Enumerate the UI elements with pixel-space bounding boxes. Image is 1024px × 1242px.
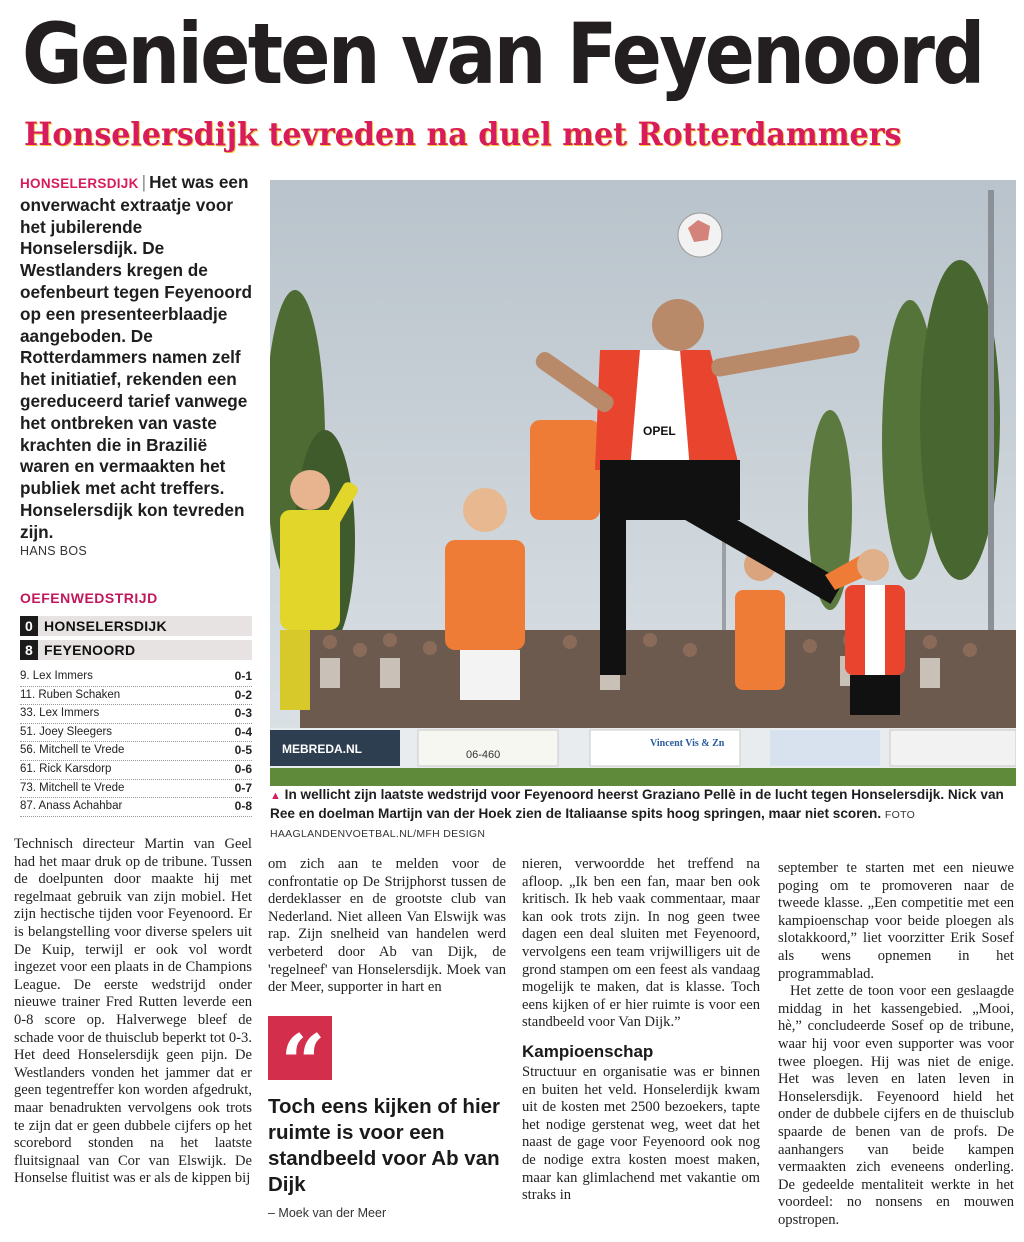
away-score: 8 <box>20 640 38 660</box>
board-text-3: 06-460 <box>466 749 501 761</box>
goal-result: 0-8 <box>234 799 252 814</box>
goal-row <box>20 705 252 724</box>
board-text-1: MEBREDA.NL <box>282 742 362 756</box>
goal-result: 0-6 <box>234 761 252 776</box>
away-team: FEYENOORD <box>44 642 136 658</box>
intro-text: Het was een onverwacht extraatje voor het jubilerende Honselersdijk. De Westlanders kregen de oefenbeurt tegen Feyenoord op een presenteerblaadje aangeboden. De Rotterdammers namen zelf het initiatief, rekenden een gereduceerd tarief vanwege het ontbreken van vaste krachten die in Brazilië waren en vermaakten het publiek met acht treffers. Honselersdijk kon tevreden zijn. <box>20 172 253 542</box>
home-score: 0 <box>20 616 38 636</box>
section-heading: Kampioenschap <box>522 1041 654 1061</box>
caption-triangle-icon: ▲ <box>270 790 281 802</box>
goal-scorer: 11. Ruben Schaken <box>20 688 121 701</box>
goal-result: 0-3 <box>234 706 252 721</box>
body-column-2 <box>268 856 506 997</box>
body-column-1 <box>14 836 252 1188</box>
headline: Genieten van Feyenoord <box>22 5 983 103</box>
photo-credit: FOTO HAAGLANDENVOETBAL.NL/MFH DESIGN <box>270 809 916 840</box>
quote-mark-icon: “ <box>268 1016 332 1080</box>
goal-scorer: 56. Mitchell te Vrede <box>20 744 125 757</box>
goal-row <box>20 761 252 780</box>
match-photo <box>270 180 1016 786</box>
away-score-row <box>20 640 252 660</box>
goal-row <box>20 687 252 706</box>
body-column-4 <box>778 860 1014 1229</box>
body-paragraph: Technisch directeur Martin van Geel had het maar druk op de tribune. Tussen de doelpunten door maakte hij met regelmaat gebruik van zijn mobiel. Het zijn hectische tijden voor Feyenoord. Er is belangstelling voor diverse spelers uit De Kuip, terwijl er ook vol wordt ingezet voor een plaats in de Champions League. De eerste wedstrijd onder nieuwe trainer Fred Rutten leverde een 0-8 score op. Halverwege bleef de schade voor de thuisclub beperkt tot 0-3. Het deed Honselersdijk geen pijn. De Westlanders vonden het jammer dat er geen tegentreffer kon worden afgedrukt, maar benadrukten vervolgens ook trots te zijn dat er geen dubbele cijfers op het scorebord stonden na het laatste fluitsignaal van Cor van Elswijk. De Honselse fluitist was er als de kippen bij <box>14 836 252 1187</box>
subheadline: Honselersdijk tevreden na duel met Rotterdammers <box>24 115 902 153</box>
dateline: HONSELERSDIJK <box>20 176 139 191</box>
goal-result: 0-5 <box>234 743 252 758</box>
body-column-3 <box>522 856 760 1205</box>
goal-scorer: 33. Lex Immers <box>20 707 100 720</box>
goal-scorer: 9. Lex Immers <box>20 670 93 682</box>
body-paragraph: om zich aan te melden voor de confrontatie op De Strijphorst tussen de derdeklasser en de grootste club van Nederland. Niet alleen Van Elswijk was rap. Zijn snelheid van handelen werd verbeterd door Ab van Dijk, de 'regelneef' van Honselersdijk. Moek van der Meer, supporter in hart en <box>268 856 506 996</box>
goal-result: 0-1 <box>234 669 252 683</box>
caption-text: In wellicht zijn laatste wedstrijd voor Feyenoord heerst Graziano Pellè in de lucht tegen Honselersdijk. Nick van Ree en doelman Martijn van der Hoek zien de Italiaanse spits hoog springen, maar niet scoren. <box>270 787 1004 821</box>
goal-row <box>20 668 252 687</box>
goal-scorer: 61. Rick Karsdorp <box>20 762 112 775</box>
goal-scorer: 51. Joey Sleegers <box>20 725 113 738</box>
pull-quote: Toch eens kijken of hier ruimte is voor een standbeeld voor Ab van Dijk <box>268 1095 501 1196</box>
home-team: HONSELERSDIJK <box>44 618 167 634</box>
dateline-separator: | <box>141 172 147 192</box>
photo-caption <box>270 786 1010 843</box>
board-text-2: Vincent Vis & Zn <box>650 738 725 749</box>
goal-result: 0-2 <box>234 687 252 702</box>
pull-quote-author: – Moek van der Meer <box>268 1206 387 1220</box>
match-photo-illustration <box>270 180 1016 786</box>
shirt-sponsor: OPEL <box>643 424 676 438</box>
goal-row <box>20 724 252 743</box>
body-paragraph: september te starten met een nieuwe poging om te promoveren naar de tweede klasse. „Een competitie met een kampioenschap voor beide ploegen als slotakkoord,” liet voorzitter Erik Sosef als wens opnemen in het programmablad. <box>778 860 1014 982</box>
goal-result: 0-7 <box>234 780 252 795</box>
match-title: OEFENWEDSTRIJD <box>20 590 158 606</box>
goal-scorer: 87. Anass Achahbar <box>20 800 123 813</box>
goal-list <box>20 668 252 817</box>
author-byline: HANS BOS <box>20 544 87 558</box>
body-paragraph: Structuur en organisatie was er binnen en buiten het veld. Honselerdijk kwam uit de kosten met 2500 bezoekers, tapte het nodige gerstenat weg, weet dat het naast de gage voor Feyenoord ook nog de nodige extra kosten moest maken, maar kan glimlachend met vakantie om straks in <box>522 1063 760 1204</box>
intro-paragraph <box>20 172 260 544</box>
goal-scorer: 73. Mitchell te Vrede <box>20 781 125 794</box>
body-paragraph: Het zette de toon voor een geslaagde middag in het kassengebied. „Mooi, hè,” concludeerde Sosef op de tribune, waar hij voor even supporter was voor twee ploegen. Hij was niet de enige. Het was leven en laten leven in Honselersdijk. Feyenoord hield het onder de dubbele cijfers en de thuisclub spaarde de benen van de profs. De aanhangers van beide kampen vermaakten zich eveneens onderling. De gedeelde mentaliteit werkte in het voordeel: no nonsens en mouwen opstropen. <box>778 983 1014 1228</box>
goal-row <box>20 780 252 799</box>
goal-row <box>20 798 252 817</box>
body-paragraph: nieren, verwoordde het treffend na afloop. „Ik ben een fan, maar ben ook kritisch. Ik heb vaak commentaar, maar kan ook trots zijn. In nog geen twee dagen een deal sluiten met Feyenoord, vervolgens een team vrijwilligers uit de grond stampen om een feest als vandaag mogelijk te maken, dat is klasse. Toch eens kijken of er hier ruimte is voor een standbeeld voor Van Dijk.” <box>522 856 760 1031</box>
goal-row <box>20 742 252 761</box>
goal-result: 0-4 <box>234 724 252 739</box>
home-score-row <box>20 616 252 636</box>
